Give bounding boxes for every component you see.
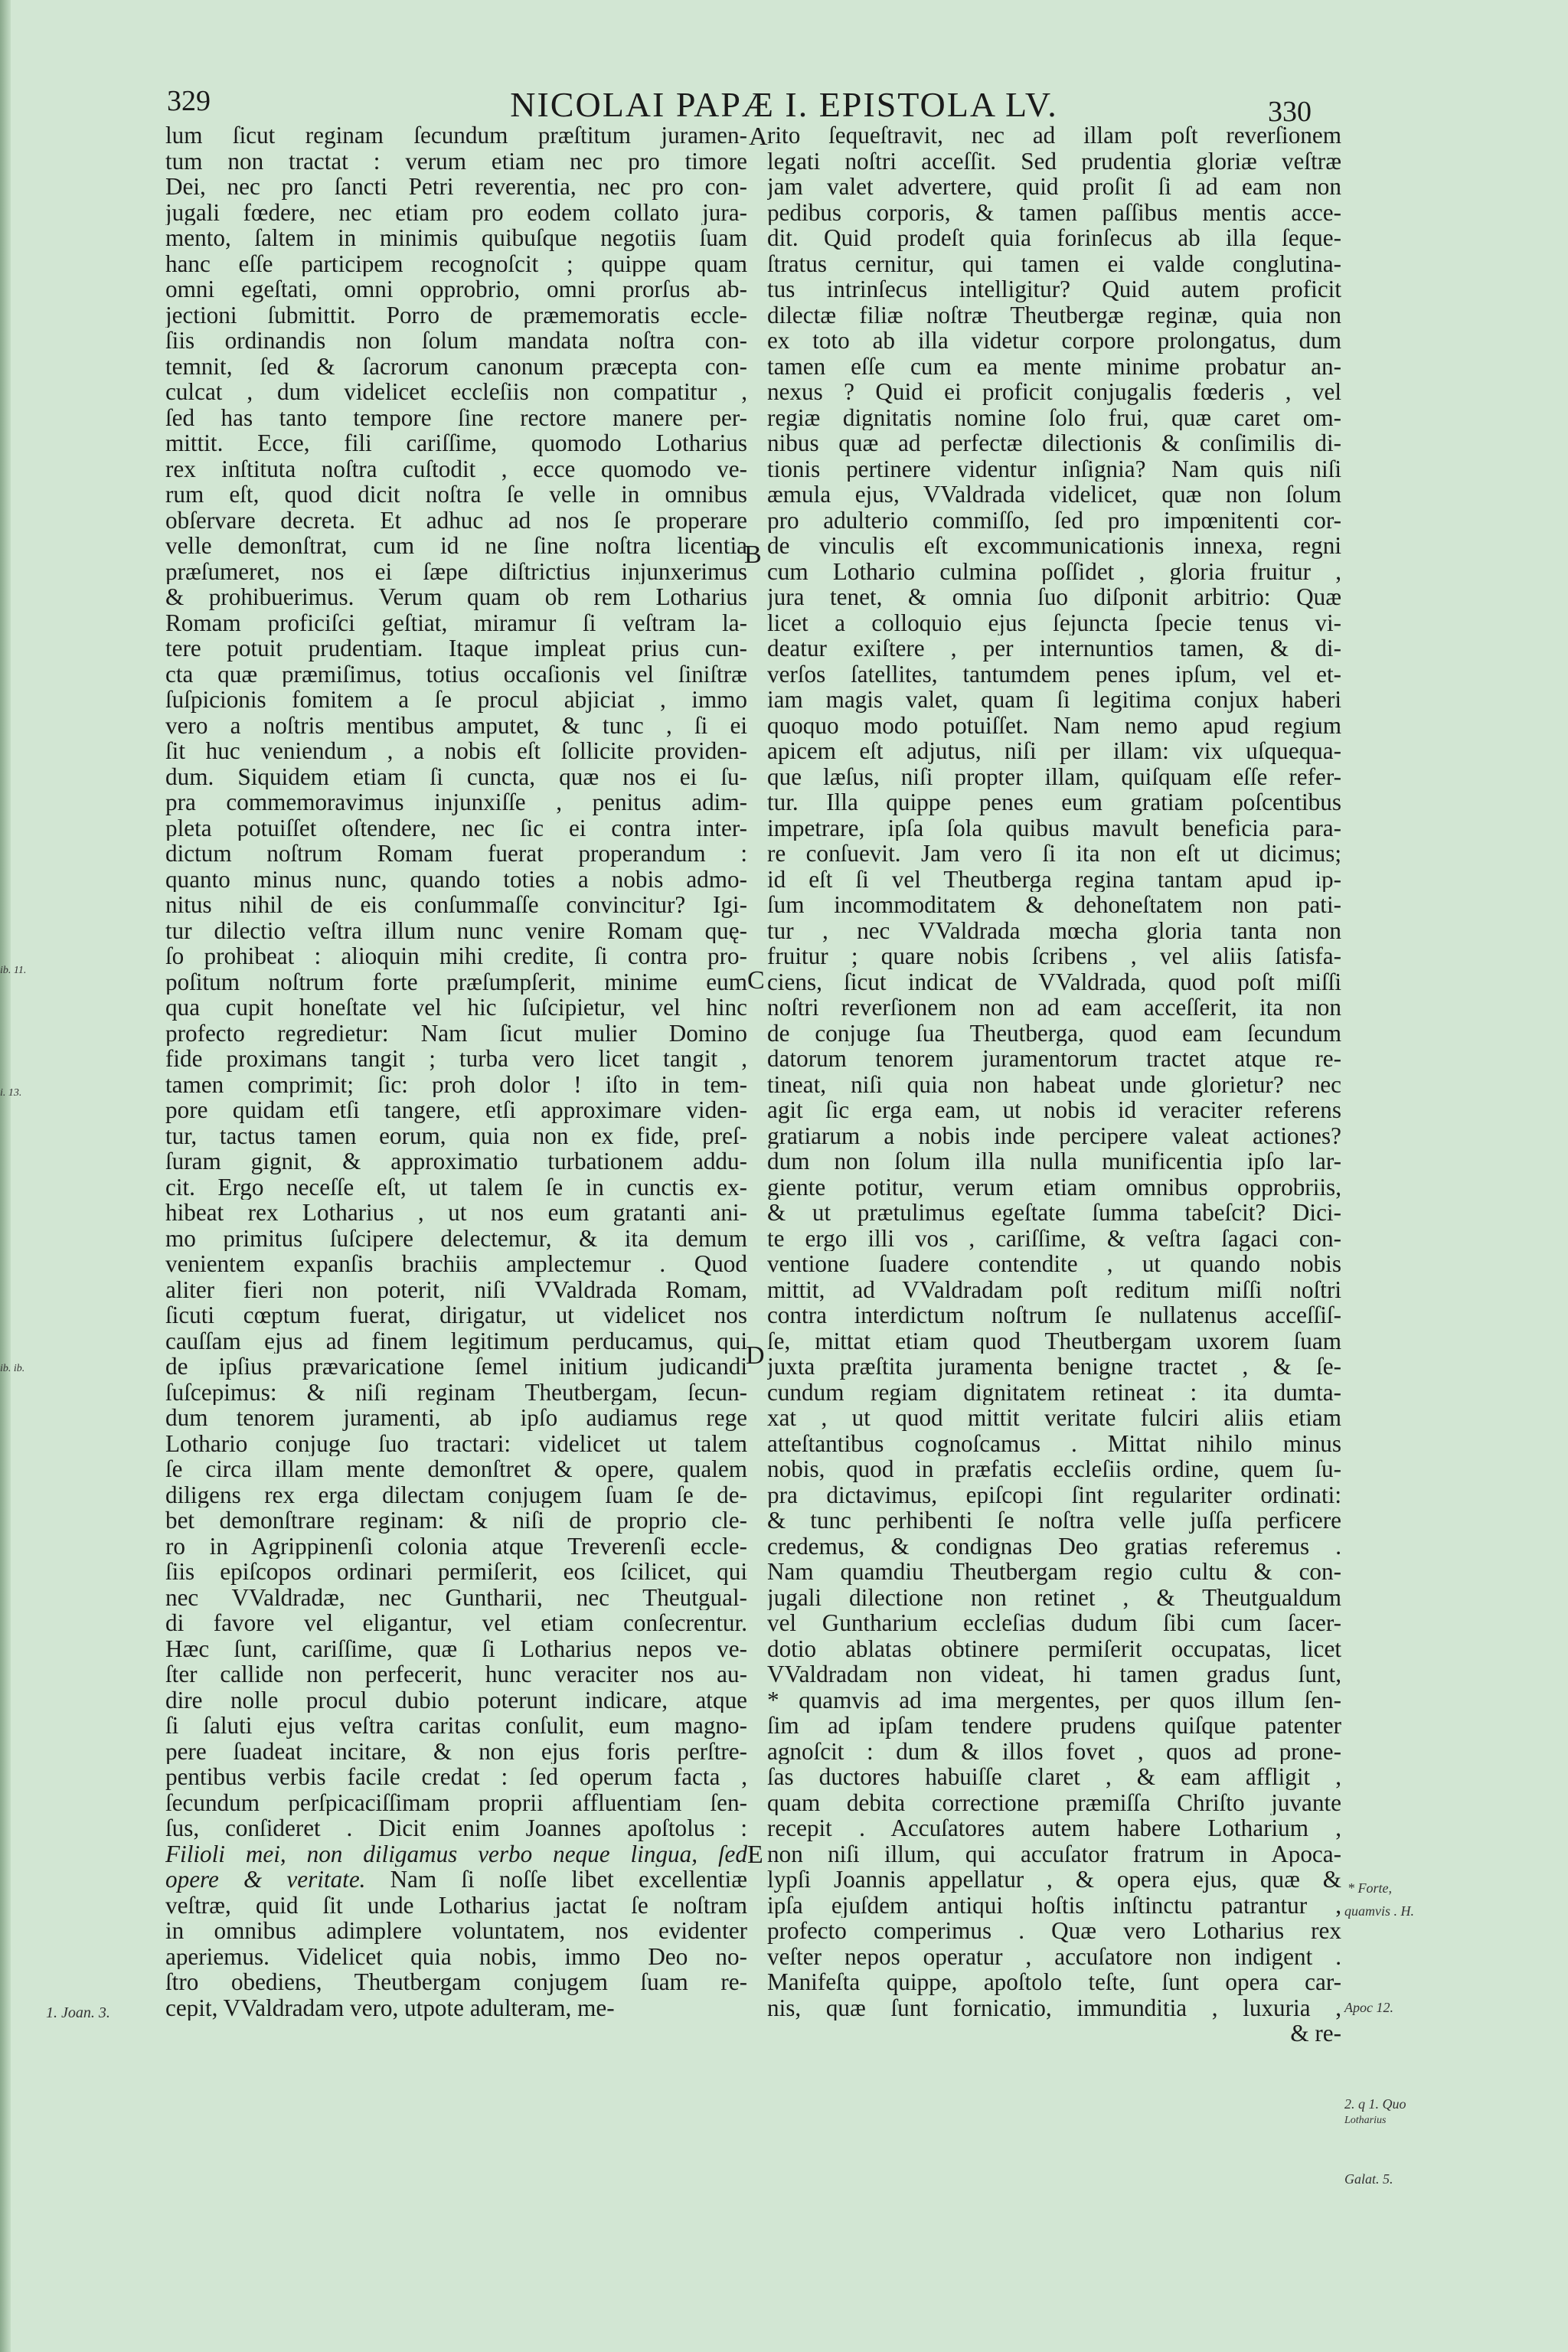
text-line: mittit. Ecce, fili cariſſime, quomodo Lotharius [165,430,747,456]
text-line: te ergo illi vos , cariſſime, & veſtra ſagaci con- [767,1225,1341,1251]
text-line: ex toto ab illa videtur corpore prolongatus, dum [767,328,1341,354]
text-line: ventione ſuadere contendite , ut quando nobis [767,1251,1341,1277]
text-line: Dei, nec pro ſancti Petri reverentia, nec pro con- [165,174,747,200]
margin-note-apoc: Apoc 12. [1344,2000,1393,2015]
section-mark-a: A [749,122,768,151]
text-line: tionis pertinere videntur inſignia? Nam quis niſi [767,456,1341,482]
text-line: fruitur ; quare nobis ſcribens , vel aliis ſatisfa- [767,943,1341,969]
text-line: ſo prohibeat : alioquin mihi credite, ſi contra pro- [165,943,747,969]
text-line: re conſuevit. Jam vero ſi ita non eſt ut dicimus; [767,841,1341,867]
text-line: & tunc perhibenti ſe noſtra velle juſſa perficere [767,1508,1341,1534]
margin-note-lotharius: Lotharius [1344,2115,1387,2126]
text-line: Nam quamdiu Theutbergam regio cultu & con- [767,1559,1341,1585]
text-line: venientem expanſis brachiis amplectemur . Quod [165,1251,747,1277]
text-line: rito ſequeſtravit, nec ad illam poſt reverſionem [767,122,1341,149]
section-mark-c: C [747,966,765,995]
text-line: * quamvis ad ima mergentes, per quos illum ſen- [767,1687,1341,1713]
text-line: culcat , dum videlicet eccleſiis non compatitur , [165,379,747,405]
text-line: dilectæ filiæ noſtræ Theutbergæ reginæ, quia non [767,302,1341,328]
text-line: aliter fieri non poterit, niſi VValdrada Romam, [165,1276,747,1302]
text-line: gratiarum a nobis inde percipere valeat actiones? [767,1122,1341,1148]
text-line: agit ſic erga eam, ut nobis id veraciter referens [767,1097,1341,1123]
text-line: ſum incommoditatem & dehoneſtatem non pati- [767,892,1341,918]
text-line: cauſſam ejus ad finem legitimum perducamus, qui [165,1328,747,1354]
text-line: æmula ejus, VValdrada videlicet, quæ non ſolum [767,482,1341,508]
text-line: pleta potuiſſet oſtendere, nec ſic ei contra inter- [165,815,747,841]
text-line: lum ſicut reginam ſecundum præſtitum juramen- [165,122,747,149]
text-line: tur , nec VValdrada mœcha gloria tanta non [767,917,1341,943]
text-line: nexus ? Quid ei proficit conjugalis fœderis , vel [767,379,1341,405]
text-line: Romam proficiſci geſtiat, miramur ſi veſtram la- [165,609,747,635]
text-line: tum non tractat : verum etiam nec pro timore [165,148,747,174]
text-line: id eſt ſi vel Theutberga regina tantam apud ip- [767,866,1341,892]
text-line: non niſi illum, qui accuſator fratrum in Apoca- [767,1841,1341,1867]
text-line: licet a colloquio ejus ſejuncta ſpecie tenus vi- [767,609,1341,635]
text-line: ro in Agrippinenſi colonia atque Treverenſi eccle- [165,1533,747,1559]
text-line: ſuram gignit, & approximatio turbationem addu- [165,1148,747,1174]
text-line: de conjuge ſua Theutberga, quod eam ſecundum [767,1020,1341,1046]
margin-note-left-3: ib. ib. [0,1363,25,1374]
text-line: pra dictavimus, epiſcopi ſint regulariter ordinati: [767,1481,1341,1508]
text-line: pra commemoravimus injunxiſſe , penitus adim- [165,789,747,815]
text-line: atteſtantibus cognoſcamus . Mittat nihilo minus [767,1430,1341,1456]
text-line: VValdradam non videat, hi tamen gradus ſunt, [767,1661,1341,1687]
text-line: ſe circa illam mente demonſtret & opere, qualem [165,1456,747,1482]
text-line: veſtræ, quid ſit unde Lotharius jactat ſe noſtram [165,1892,747,1918]
text-line: cundum regiam dignitatem retineat : ita dumta- [767,1379,1341,1405]
text-line: cum Lothario culmina poſſidet , gloria fruitur , [767,558,1341,584]
text-line: cit. Ergo neceſſe eſt, ut talem ſe in cunctis ex- [165,1174,747,1200]
text-line: cepit, VValdradam vero, utpote adulteram, me- [165,1994,615,2020]
text-line: præſumeret, nos ei ſæpe diſtrictius injunxerimus [165,558,747,584]
text-line: tamen eſſe cum ea mente minime probatur an- [767,353,1341,379]
text-line: ſit huc veniendum , a nobis eſt ſollicite providen- [165,738,747,764]
text-line: in omnibus adimplere voluntatem, nos evidenter [165,1918,747,1944]
text-line: ſe, mittat etiam quod Theutbergam uxorem ſuam [767,1328,1341,1354]
right-column [767,122,1341,2047]
text-line: tere potuit prudentiam. Itaque impleat prius cun- [165,635,747,662]
text-line: nec VValdradæ, nec Guntharii, nec Theutgual- [165,1584,747,1610]
text-line: qua cupit honeſtate vel hic ſuſcipietur, vel hinc [165,995,747,1021]
text-line: profecto regredietur: Nam ſicut mulier Domino [165,1020,747,1046]
section-mark-e: E [747,1841,763,1869]
text-line: tamen comprimit; ſic: proh dolor ! iſto in tem- [165,1071,747,1097]
text-line: ſas ductores habuiſſe claret , & eam affligit , [767,1764,1341,1790]
left-column [165,122,747,2020]
text-line: di favore vel eligantur, vel etiam conſecrentur. [165,1610,747,1636]
text-line: regiæ dignitatis nomine ſolo frui, quæ caret om- [767,404,1341,430]
text-line: ſecundum perſpicaciſſimam proprii affluentiam ſen- [165,1789,747,1815]
text-line: dit. Quid prodeſt quia forinſecus ab illa ſeque- [767,225,1341,251]
running-title: NICOLAI PAPÆ I. EPISTOLA LV. [510,85,1058,124]
text-line: jectioni ſubmittit. Porro de præmemoratis eccle- [165,302,747,328]
text-line: ſim ad ipſam tendere prudens quiſque patenter [767,1713,1341,1739]
text-line: & re- [1290,2020,1341,2047]
text-line: dictum noſtrum Romam fuerat properandum : [165,841,747,867]
text-line: ſuſcepimus: & niſi reginam Theutbergam, ſecun- [165,1379,747,1405]
text-line: rex inſtituta noſtra cuſtodit , ecce quomodo ve- [165,456,747,482]
text-line: ſtro obediens, Theutbergam conjugem ſuam re- [165,1969,747,1995]
text-line: omni egeſtati, omni opprobrio, omni prorſus ab- [165,276,747,302]
text-line: pere ſuadeat incitare, & non ejus foris perſtre- [165,1738,747,1764]
text-line: ſiis epiſcopos ordinari permiſerit, eos ſcilicet, qui [165,1559,747,1585]
text-line: profecto comperimus . Quæ vero Lotharius rex [767,1918,1341,1944]
text-line: rum eſt, quod dicit noſtra ſe velle in omnibus [165,482,747,508]
text-line: Filioli mei, non diligamus verbo neque lingua, ſed [165,1841,747,1867]
text-line: ſter callide non perfecerit, hunc veraciter nos au- [165,1661,747,1687]
text-line: deatur exiſtere , per internuntios tamen, & di- [767,635,1341,662]
text-line: bet demonſtrare reginam: & niſi de proprio cle- [165,1508,747,1534]
text-line: veſter nepos operatur , accuſatore non indigent . [767,1943,1341,1969]
text-line: credemus, & condignas Deo gratias referemus . [767,1533,1341,1559]
text-line: mittit, ad VValdradam poſt reditum miſſi noſtri [767,1276,1341,1302]
text-line: hibeat rex Lotharius , ut nos eum gratanti ani- [165,1200,747,1226]
text-line: ſed has tanto tempore ſine rectore manere per- [165,404,747,430]
text-line: pedibus corporis, & tamen paſſibus mentis acce- [767,199,1341,225]
text-line: poſitum noſtrum forte præſumpſerit, minime eum [165,969,747,995]
text-line: de ipſius prævaricatione ſemel initium judicandi [165,1354,747,1380]
text-line: ſuſpicionis fomitem a ſe procul abjiciat , immo [165,687,747,713]
text-line: tineat, niſi quia non habeat unde glorietur? nec [767,1071,1341,1097]
text-line: nitus nihil de eis conſummaſſe convincitur? Igi- [165,892,747,918]
text-line: nobis, quod in præfatis eccleſiis ordine, quem ſu- [767,1456,1341,1482]
text-line: mento, ſaltem in minimis quibuſque negotiis ſuam [165,225,747,251]
text-line: diligens rex erga dilectam conjugem ſuam ſe de- [165,1481,747,1508]
text-line: legati noſtri acceſſit. Sed prudentia gloriæ veſtræ [767,148,1341,174]
text-line: xat , ut quod mittit veritate fulciri aliis etiam [767,1405,1341,1431]
page-edge-shadow [0,0,11,2352]
text-line: impetrare, ipſa ſola quibus mavult beneficia para- [767,815,1341,841]
margin-note-left-2: i. 13. [0,1087,22,1099]
text-line: dotio ablatas obtinere permiſerit occupatas, licet [767,1635,1341,1661]
text-line: fide proximans tangit ; turba vero licet tangit , [165,1046,747,1072]
text-line: ſi ſaluti ejus veſtra caritas conſulit, eum magno- [165,1713,747,1739]
margin-note-joan: 1. Joan. 3. [46,2004,110,2021]
page-number-right: 330 [1268,96,1312,128]
italic-quote: opere & veritate. [165,1867,366,1893]
page-number-left: 329 [167,85,211,117]
text-line: dum tenorem juramenti, ab ipſo audiamus rege [165,1405,747,1431]
section-mark-b: B [744,541,762,569]
margin-note-forte: * Forte, [1348,1880,1392,1896]
section-mark-d: D [746,1341,765,1370]
text-line: tur. Illa quippe penes eum gratiam poſcentibus [767,789,1341,815]
text-line: hanc eſſe participem recognoſcit ; quippe quam [165,250,747,276]
text-line: datorum tenorem juramentorum tractet atque re- [767,1046,1341,1072]
text-line: agnoſcit : dum & illos fovet , quos ad prone- [767,1738,1341,1764]
text-line: giente potitur, verum etiam omnibus opprobriis, [767,1174,1341,1200]
text-line: ſus, conſideret . Dicit enim Joannes apoſtolus : [165,1815,747,1841]
text-line: pore quidam etſi tangere, etſi approximare viden- [165,1097,747,1123]
text-line: dum non ſolum illa nulla munificentia ipſo lar- [767,1148,1341,1174]
margin-note-quamvis: quamvis . H. [1344,1903,1414,1919]
text-line: ciens, ſicut indicat de VValdrada, quod poſt miſſi [767,969,1341,995]
text-line: contra interdictum noſtrum ſe nullatenus acceſſiſ- [767,1302,1341,1328]
text-line: iam magis valet, quam ſi legitima conjux haberi [767,687,1341,713]
text-line: nis, quæ ſunt fornicatio, immunditia , luxuria , [767,1994,1341,2020]
text-line: & ut prætulimus egeſtate ſumma tabeſcit? Dici- [767,1200,1341,1226]
text-line: tur, tactus tamen eorum, quia non ex fide, preſ- [165,1122,747,1148]
text-line: Manifeſta quippe, apoſtolo teſte, ſunt opera car- [767,1969,1341,1995]
text-line: verſos ſatellites, tantumdem penes ipſum, vel et- [767,661,1341,687]
text-line: velle demonſtrat, cum id ne ſine noſtra licentia [165,533,747,559]
text-line: quoquo modo potuiſſet. Nam nemo apud regium [767,712,1341,738]
text-line: dire nolle procul dubio poterunt indicare, atque [165,1687,747,1713]
text-line: juxta præſtita juramenta benigne tractet , & ſe- [767,1354,1341,1380]
text-line: Lothario conjuge ſuo tractari: videlicet ut talem [165,1430,747,1456]
text-line: mo primitus ſuſcipere delectemur, & ita demum [165,1225,747,1251]
text-line: tur dilectio veſtra illum nunc venire Romam quę- [165,917,747,943]
text-line: pentibus verbis facile credat : ſed operum facta , [165,1764,747,1790]
text-line: que læſus, niſi propter illam, quiſquam eſſe refer- [767,763,1341,789]
text-line: quanto minus nunc, quando toties a nobis admo- [165,866,747,892]
text-line: aperiemus. Videlicet quia nobis, immo Deo no- [165,1943,747,1969]
text-line: nibus quæ ad perfectæ dilectionis & conſimilis di- [767,430,1341,456]
text-line: ſtratus cernitur, qui tamen ei valde conglutina- [767,250,1341,276]
text-line: pro adulterio commiſſo, ſed pro impœnitenti cor- [767,507,1341,533]
text-line: temnit, ſed & ſacrorum canonum præcepta con- [165,353,747,379]
text-line: ſiis ordinandis non ſolum mandata noſtra con- [165,328,747,354]
text-line: noſtri reverſionem non ad eam acceſſerit, ita non [767,995,1341,1021]
text-line: opere & veritate. Nam ſi noſſe libet excellentiæ [165,1867,747,1893]
margin-note-left-1: ib. 11. [0,965,27,976]
text-line: jura tenet, & omnia ſuo diſponit arbitrio: Quæ [767,584,1341,610]
text-line: dum. Siquidem etiam ſi cuncta, quæ nos ei ſu- [165,763,747,789]
text-line: quam debita correctione præmiſſa Chriſto juvante [767,1789,1341,1815]
text-line: tus intrinſecus intelligitur? Quid autem proficit [767,276,1341,302]
text-line: ipſa ejuſdem antiqui hoſtis inſtinctu patrantur , [767,1892,1341,1918]
text-line: de vinculis eſt excommunicationis innexa, regni [767,533,1341,559]
text-line: vero a noſtris mentibus amputet, & tunc , ſi ei [165,712,747,738]
margin-note-quos: 2. q 1. Quo [1344,2096,1406,2112]
text-line: ſicuti cœptum fuerat, dirigatur, ut videlicet nos [165,1302,747,1328]
text-line: vel Guntharium eccleſias dudum ſibi cum ſacer- [767,1610,1341,1636]
text-line: jam valet advertere, quid proſit ſi ad eam non [767,174,1341,200]
margin-note-galat: Galat. 5. [1344,2171,1393,2187]
text-line: jugali fœdere, nec etiam pro eodem collato jura- [165,199,747,225]
text-line: obſervare decreta. Et adhuc ad nos ſe properare [165,507,747,533]
text-line: apicem eſt adjutus, niſi per illam: vix uſquequa- [767,738,1341,764]
text-line: Hæc ſunt, cariſſime, quæ ſi Lotharius nepos ve- [165,1635,747,1661]
text-line: recepit . Accuſatores autem habere Lotharium , [767,1815,1341,1841]
text-line: & prohibuerimus. Verum quam ob rem Lotharius [165,584,747,610]
text-line: cta quæ præmiſimus, totius occaſionis vel ſiniſtræ [165,661,747,687]
text-line: lypſi Joannis appellatur , & opera ejus, quæ & [767,1867,1341,1893]
text-line: jugali dilectione non retinet , & Theutgualdum [767,1584,1341,1610]
